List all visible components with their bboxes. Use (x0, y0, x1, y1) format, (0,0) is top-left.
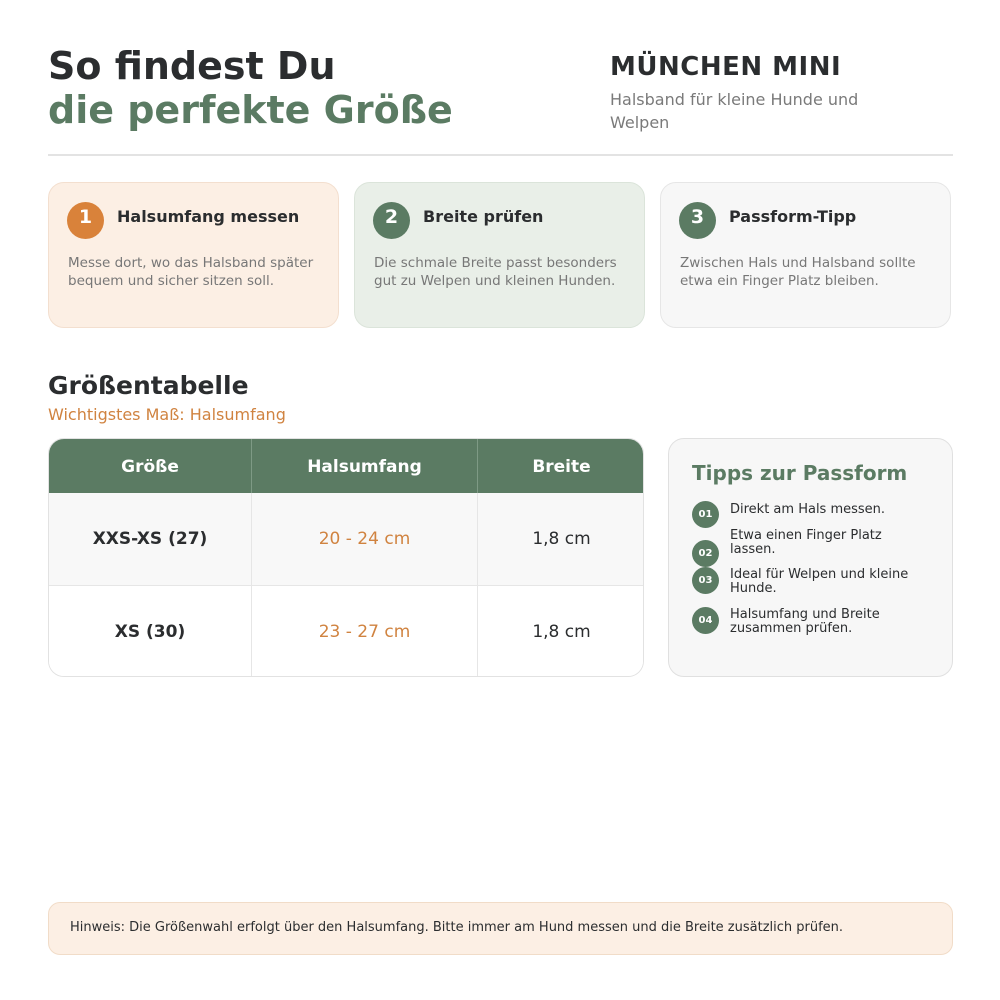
fit-tips-panel (668, 438, 953, 677)
tip-text: Etwa einen Finger Platz lassen. (730, 528, 882, 557)
column-header-size: Größe (121, 457, 179, 477)
step-title: Breite prüfen (423, 207, 544, 226)
column-header-neck: Halsumfang (251, 439, 477, 493)
cell-neck: 20 - 24 cm (251, 493, 477, 585)
size-table-subtitle: Wichtigstes Maß: Halsumfang (48, 405, 286, 424)
steps-section (48, 182, 951, 328)
column-header-width: Breite (477, 439, 644, 493)
step-number-badge: 1 (67, 202, 104, 239)
cell-neck: 23 - 27 cm (251, 586, 477, 677)
cell-width: 1,8 cm (477, 493, 644, 585)
tip-text: Ideal für Welpen und kleine Hunde. (730, 567, 909, 596)
step-card-1 (48, 182, 339, 328)
table-row (49, 585, 644, 677)
tips-title: Tipps zur Passform (692, 461, 908, 485)
step-card-2 (354, 182, 645, 328)
table-header (49, 439, 644, 493)
tip-text: Direkt am Hals messen. (730, 502, 886, 517)
step-title: Halsumfang messen (117, 207, 300, 226)
table-row (49, 493, 644, 585)
hint-box (48, 902, 953, 955)
size-table-title: Größentabelle (48, 371, 249, 400)
tip-number-badge: 03 (692, 567, 719, 594)
hint-text: Hinweis: Die Größenwahl erfolgt über den Halsumfang. Bitte immer am Hund messen und die Breite zusätzlich prüfen. (70, 920, 844, 935)
tip-number-badge: 01 (692, 501, 719, 528)
cell-width: 1,8 cm (477, 586, 644, 677)
step-title: Passform-Tipp (729, 207, 857, 226)
page-title: So findest Du (48, 44, 336, 88)
step-card-3 (660, 182, 951, 328)
step-text: Zwischen Hals und Halsband sollte etwa ein Finger Platz bleiben. (680, 255, 916, 289)
tip-number-badge: 02 (692, 540, 719, 567)
brand-subtitle: Halsband für kleine Hunde und Welpen (610, 90, 859, 132)
step-number-badge: 3 (679, 202, 716, 239)
cell-size: XS (30) (114, 622, 186, 642)
page-header (48, 44, 953, 156)
brand-name: MÜNCHEN MINI (610, 52, 842, 82)
tip-text: Halsumfang und Breite zusammen prüfen. (730, 607, 880, 636)
cell-size: XXS-XS (27) (92, 529, 208, 549)
tip-number-badge: 04 (692, 607, 719, 634)
step-text: Messe dort, wo das Halsband später bequem und sicher sitzen soll. (68, 255, 314, 289)
step-text: Die schmale Breite passt besonders gut zu Welpen und kleinen Hunden. (374, 255, 617, 289)
step-number-badge: 2 (373, 202, 410, 239)
size-table (48, 438, 644, 677)
page-title-highlight: die perfekte Größe (48, 88, 453, 132)
